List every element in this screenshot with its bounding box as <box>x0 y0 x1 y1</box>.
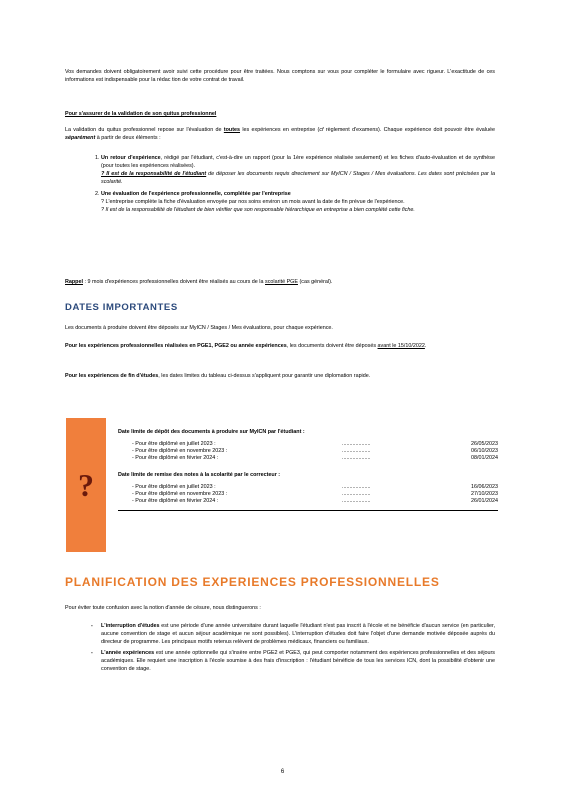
deadline-dots: ................... <box>342 491 371 497</box>
planif-item-annee <box>101 649 495 673</box>
retour-title: Un retour d'expérience <box>101 155 161 161</box>
quitus-item-retour <box>101 154 495 186</box>
dates-p1 <box>65 324 495 332</box>
retour-text: , rédigé par l'étudiant, c'est-à-dire un rapport (pour la 1ère expérience réalisée seulement) et les fiches d'auto-évaluation et de synthèse (pour toutes les expériences réalisées). <box>101 155 496 169</box>
deadlines-rows-2 <box>118 483 498 504</box>
deadline-dots: ................... <box>342 455 371 461</box>
rappel-paragraph <box>65 278 495 286</box>
annee-text: est une année optionnelle qui s'insère entre PGE2 et PGE3, qui peut comporter notamment des expériences professionnelles et des séjours académiques. Elle requiert une inscription à l'école soumise à des frais d'inscription : l'étudiant bénéficie de tous les services ICN, dont la possibilité d'obtenir une convention de stage. <box>101 650 496 672</box>
annee-title: L'année expériences <box>101 650 155 656</box>
quitus-item-evaluation <box>101 190 495 214</box>
quitus-list <box>65 154 495 218</box>
dates-p2-c: . <box>424 343 427 349</box>
evaluation-text: ? L'entreprise complète la fiche d'évaluation envoyée par nos soins environ un mois avant la date de fin prévue de l'expérience. <box>101 199 405 205</box>
deadline-dots: ................... <box>342 498 371 504</box>
deadline-label: - Pour être diplômé en novembre 2023 : <box>132 491 228 497</box>
quitus-text-toutes: toutes <box>223 127 241 133</box>
planif-heading <box>65 575 495 589</box>
dates-heading <box>65 304 495 313</box>
deadline-date: 06/10/2023 <box>471 448 498 454</box>
deadline-label: - Pour être diplômé en juillet 2023 : <box>132 441 216 447</box>
deadline-dots: ................... <box>342 441 371 447</box>
planif-heading-text: PLANIFICATION DES EXPERIENCES PROFESSIONNELLES <box>65 575 440 589</box>
deadline-date: 16/06/2023 <box>471 484 498 490</box>
planif-intro-text: Pour éviter toute confusion avec la notion d'année de césure, nous distinguerons : <box>65 605 261 611</box>
quitus-text-g: à partir de deux éléments : <box>95 135 161 141</box>
interruption-text: est une période d'une année universitaire durant laquelle l'étudiant n'est pas inscrit à l'école et ne bénéficie d'aucun service (en particulier, aucune convention de stage et aucun séjour académique ne sont possibles). L'interruption d'études doit faire l'objet d'une demande motivée déposée auprès du directeur de programme. Les principaux motifs retenus relèvent de problèmes médicaux, financiers ou familiaux. <box>101 623 495 645</box>
intro-paragraph <box>65 68 495 84</box>
deadline-date: 26/01/2024 <box>471 498 498 504</box>
quitus-text-separement: séparément <box>65 135 96 141</box>
rappel-text-a: : 9 mois d'expériences professionnelles doivent être réalisés au cours de la <box>82 279 265 285</box>
dates-p3-bold: Pour les expériences de fin d'études <box>65 373 159 379</box>
dates-p3 <box>65 372 495 380</box>
evaluation-title: Une évaluation de l'expérience professionnelle, complétée par l'entreprise <box>101 191 291 197</box>
rappel-scolarite: scolarité PGE <box>265 279 298 285</box>
rappel-label: Rappel <box>65 279 83 285</box>
deadline-label: - Pour être diplômé en novembre 2023 : <box>132 448 228 454</box>
deadline-label: - Pour être diplômé en février 2024 : <box>132 455 219 461</box>
deadline-row <box>118 447 498 454</box>
deadlines-title-2: Date limite de remise des notes à la scolarité par le correcteur : <box>118 472 281 478</box>
question-box <box>66 418 106 552</box>
deadline-label: - Pour être diplômé en février 2024 : <box>132 498 219 504</box>
dates-p2 <box>65 342 495 350</box>
deadlines-rows-1 <box>118 440 498 461</box>
deadlines-title-1: Date limite de dépôt des documents à produire sur MyICN par l'étudiant : <box>118 429 305 435</box>
planif-item-interruption <box>101 622 495 646</box>
deadline-label: - Pour être diplômé en juillet 2023 : <box>132 484 216 490</box>
intro-text: Vos demandes doivent obligatoirement avoir suivi cette procédure pour être traitées. Nous comptons sur vous pour compléter le formulaire avec rigueur. L'exactitude de ces informations est indispensable pour la rédac tion de votre contrat de travail. <box>65 69 495 83</box>
retour-responsibility: ? Il est de la responsabilité de l'étudiant <box>101 171 207 177</box>
quitus-text-c: les expériences en entreprise ( <box>240 127 320 133</box>
quitus-text-cf: cf <box>319 127 324 133</box>
deadline-date: 27/10/2023 <box>471 491 498 497</box>
deadline-row <box>118 454 498 461</box>
interruption-title: L'interruption d'études <box>101 623 160 629</box>
quitus-text-a: La validation du quitus professionnel repose sur l'évaluation de <box>65 127 224 133</box>
rappel-text-c: (cas général). <box>297 279 333 285</box>
dates-p2-bold: Pour les expériences professionnelles réalisées en PGE1, PGE2 ou année expériences <box>65 343 287 349</box>
planif-list <box>65 622 495 676</box>
retour-responsibility-rest: de déposer les documents requis directement sur MyICN / Stages / Mes évaluations. Les dates sont précisées par la scolarité. <box>101 171 495 185</box>
deadline-row <box>118 490 498 497</box>
deadline-row <box>118 483 498 490</box>
deadline-row <box>118 440 498 447</box>
deadline-dots: ................... <box>342 448 371 454</box>
deadline-date: 08/01/2024 <box>471 455 498 461</box>
dates-p2-deadline: avant le 15/10/2022 <box>377 343 425 349</box>
quitus-paragraph <box>65 126 495 142</box>
quitus-heading-text: Pour s'assurer de la validation de son quitus professionnel <box>65 111 217 117</box>
dates-p3-text: , les dates limites du tableau ci-dessus s'appliquent pour garantir une diplomation rapide. <box>158 373 371 379</box>
dates-p2-a: , les documents doivent être déposés <box>286 343 378 349</box>
quitus-heading <box>65 110 495 118</box>
question-mark-icon: ? <box>78 467 94 503</box>
quitus-text-e: règlement d'examens). Chaque expérience doit pouvoir être évaluée <box>323 127 495 133</box>
deadline-dots: ................... <box>342 484 371 490</box>
page-number: 6 <box>280 769 285 775</box>
planif-intro <box>65 604 495 612</box>
deadline-date: 26/05/2023 <box>471 441 498 447</box>
evaluation-responsibility: ? Il est de la responsabilité de l'étudiant de bien vérifier que son responsable hiérarchique en entreprise a bien complété cette fiche. <box>101 207 415 213</box>
deadline-row <box>118 497 498 504</box>
deadlines-table <box>118 428 498 511</box>
dates-heading-text: DATES IMPORTANTES <box>65 302 178 313</box>
dates-p1-text: Les documents à produire doivent être déposés sur MyICN / Stages / Mes évaluations, pour chaque expérience. <box>65 325 333 331</box>
